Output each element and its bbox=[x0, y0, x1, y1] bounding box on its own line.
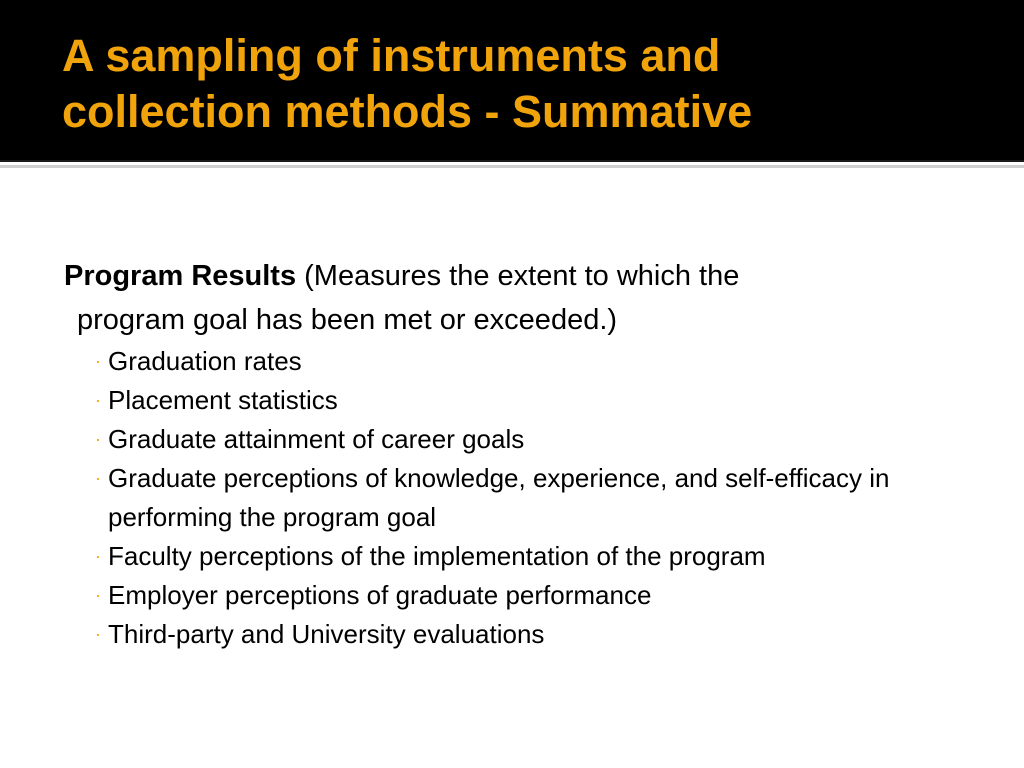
list-item-text: Employer perceptions of graduate performance bbox=[108, 580, 652, 610]
bullet-dot-icon: · bbox=[95, 468, 101, 488]
lead-paragraph bbox=[64, 254, 964, 342]
list-item-text: Graduate perceptions of knowledge, experience, and self-efficacy in performing the program goal bbox=[108, 463, 890, 532]
list-item bbox=[95, 615, 964, 654]
list-item-text: Placement statistics bbox=[108, 385, 338, 415]
slide-title bbox=[62, 28, 1002, 140]
bullet-dot-icon: · bbox=[95, 585, 101, 605]
bullet-dot-icon: · bbox=[95, 429, 101, 449]
bullet-list bbox=[64, 342, 964, 654]
slide-body bbox=[64, 254, 964, 654]
lead-line-2: program goal has been met or exceeded.) bbox=[77, 304, 618, 336]
list-item bbox=[95, 537, 964, 576]
list-item bbox=[95, 420, 964, 459]
title-divider-dark bbox=[0, 160, 1024, 162]
title-divider-light bbox=[0, 165, 1024, 168]
list-item bbox=[95, 576, 964, 615]
bullet-dot-icon: · bbox=[95, 546, 101, 566]
list-item bbox=[95, 381, 964, 420]
bullet-dot-icon: · bbox=[95, 390, 101, 410]
list-item-text: Third-party and University evaluations bbox=[108, 619, 545, 649]
list-item-text: Faculty perceptions of the implementation of the program bbox=[108, 541, 766, 571]
slide-title-line-1: A sampling of instruments and bbox=[62, 30, 721, 81]
list-item bbox=[95, 459, 964, 537]
title-bar bbox=[0, 0, 1024, 160]
list-item bbox=[95, 342, 964, 381]
list-item-text: Graduate attainment of career goals bbox=[108, 424, 525, 454]
lead-heading: Program Results bbox=[64, 260, 297, 292]
list-item-text: Graduation rates bbox=[108, 346, 302, 376]
lead-text-1: (Measures the extent to which the bbox=[296, 260, 740, 292]
bullet-dot-icon: · bbox=[95, 624, 101, 644]
slide-title-line-2: collection methods - Summative bbox=[62, 86, 753, 137]
lead-line-1 bbox=[64, 254, 964, 298]
bullet-dot-icon: · bbox=[95, 351, 101, 371]
